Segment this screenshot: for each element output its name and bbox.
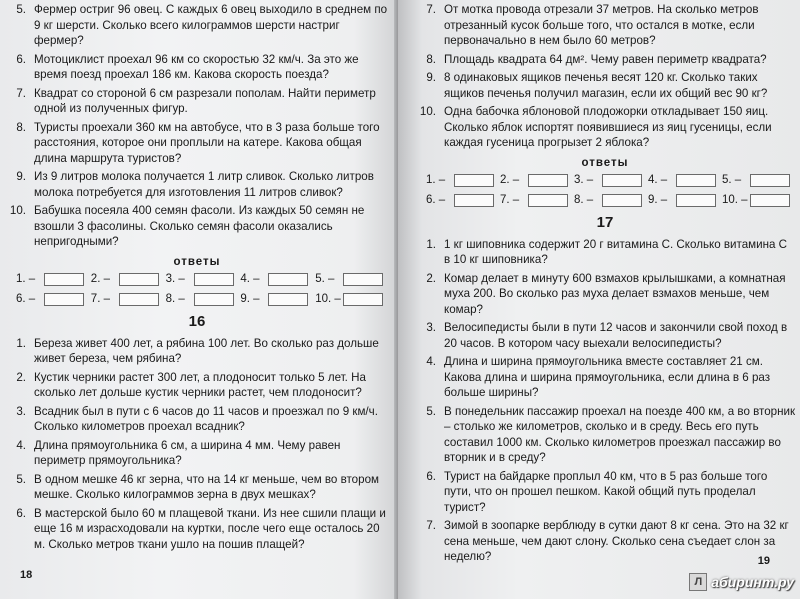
- answer-label: 9. –: [648, 194, 668, 206]
- answer-box[interactable]: [268, 293, 308, 306]
- problem-number: 1.: [16, 336, 26, 350]
- answer-box[interactable]: [268, 273, 308, 286]
- answer-slot: [166, 293, 241, 306]
- problem-text: Бабушка посеяла 400 семян фасоли. Из каждых 50 семян не взошли 3 фасолины. Сколько семян фасоли оказались непригодными?: [34, 204, 365, 248]
- problem-text: Длина и ширина прямоугольника вместе составляет 21 см. Какова длина и ширина прямоугольника, если длина в 6 раз больше ширины?: [444, 355, 771, 399]
- answer-slot: [648, 174, 722, 187]
- answer-label: 5. –: [722, 174, 742, 186]
- problem-text: Береза живет 400 лет, а рябина 100 лет. Во сколько раз дольше живет береза, чем рябина?: [34, 336, 379, 365]
- labirint-logo-icon: Л: [689, 573, 707, 591]
- problem-number: 6.: [16, 506, 26, 520]
- answer-label: 1. –: [426, 174, 446, 186]
- left-answers-row-2: [4, 293, 390, 306]
- answer-slot: [500, 194, 574, 207]
- problem-text: 1 кг шиповника содержит 20 г витамина С. Сколько витамина С в 10 кг шиповника?: [444, 237, 788, 266]
- answer-label: 3. –: [165, 273, 185, 285]
- problem-number: 7.: [426, 3, 436, 16]
- answer-slot: [315, 273, 390, 286]
- answer-box[interactable]: [454, 194, 494, 207]
- answer-label: 10. –: [315, 293, 341, 305]
- problem-item: [414, 271, 796, 318]
- problem-item: [414, 70, 796, 101]
- right-page: [398, 0, 800, 599]
- problem-item: [4, 203, 390, 250]
- problem-text: В понедельник пассажир проехал на поезде 400 км, а во вторник – столько же километров, сколько и в среду. Весь его путь составил 1000 км. Сколько километров проезжал пассажир во вторник и в среду?: [444, 404, 796, 464]
- problem-item: [4, 120, 390, 167]
- answer-slot: [91, 293, 166, 306]
- problem-item: [4, 370, 390, 401]
- problem-text: Из 9 литров молока получается 1 литр сливок. Сколько литров молока потребуется для изготовления 11 литров сливок?: [34, 170, 374, 199]
- problem-item: [4, 169, 390, 200]
- problem-text: 8 одинаковых ящиков печенья весят 120 кг. Сколько таких ящиков печенья получил магазин, если их общий вес 90 кг?: [444, 71, 768, 100]
- answer-slot: [240, 293, 315, 306]
- problem-text: Площадь квадрата 64 дм². Чему равен периметр квадрата?: [444, 52, 767, 66]
- answer-label: 2. –: [90, 273, 110, 285]
- problem-number: 8.: [16, 120, 26, 134]
- problem-item: [4, 2, 390, 49]
- answer-label: 4. –: [648, 174, 668, 186]
- answer-box[interactable]: [676, 194, 716, 207]
- problem-text: Велосипедисты были в пути 12 часов и закончили свой поход в 20 часов. В котором часу выехали велосипедисты?: [444, 321, 788, 350]
- problem-number: 5.: [426, 404, 436, 418]
- problem-text: Зимой в зоопарке верблюду в сутки дают 8 кг сена. Это на 32 кг сена меньше, чем дают слону. Сколько сена съедает слон за неделю?: [444, 519, 789, 563]
- problem-number: 7.: [16, 86, 26, 100]
- problem-text: В мастерской было 60 м плащевой ткани. Из нее сшили плащи и еще 16 м израсходовали на куртки, после чего еще осталось 20 м. Сколько метров ткани ушло на пошив плащей?: [34, 506, 386, 551]
- answer-label: 6. –: [16, 293, 36, 305]
- answer-box[interactable]: [44, 273, 84, 286]
- answer-slot: [722, 174, 796, 187]
- answer-box[interactable]: [194, 293, 234, 306]
- problem-text: Одна бабочка яблоновой плодожорки откладывает 150 яиц. Сколько яблок испортят появившиеся из яиц гусеницы, если каждая гусеница прогрызет 2 яблока?: [444, 105, 772, 149]
- watermark-text: абиринт.ру: [711, 574, 794, 590]
- problem-number: 5.: [16, 472, 26, 486]
- problem-item: [414, 404, 796, 466]
- problem-item: [4, 336, 390, 367]
- problem-number: 7.: [426, 519, 436, 532]
- problem-text: Кустик черники растет 300 лет, а плодоносит только 5 лет. На сколько лет дольше кустик черники растет, чем плодоносит?: [34, 370, 366, 399]
- answer-label: 8. –: [165, 293, 185, 305]
- right-problems-top: [414, 2, 796, 151]
- problem-number: 10.: [419, 105, 436, 118]
- answer-label: 1. –: [16, 273, 36, 285]
- answer-label: 9. –: [240, 293, 260, 305]
- left-answers-row-1: [4, 273, 390, 286]
- problem-number: 6.: [426, 469, 436, 483]
- answer-label: 7. –: [500, 194, 520, 206]
- answer-slot: [240, 273, 315, 286]
- answer-slot: [722, 194, 796, 207]
- problem-text: Длина прямоугольника 6 см, а ширина 4 мм. Чему равен периметр прямоугольника?: [34, 438, 341, 467]
- problem-number: 4.: [16, 438, 26, 452]
- problem-item: [4, 438, 390, 469]
- problem-item: [4, 52, 390, 83]
- problem-text: Фермер остриг 96 овец. С каждых 6 овец выходило в среднем по 9 кг шерсти. Сколько всего килограммов шерсти настриг фермер?: [34, 3, 388, 47]
- right-page-number: 19: [757, 555, 770, 567]
- answer-box[interactable]: [750, 174, 790, 187]
- problem-item: [4, 86, 390, 117]
- problem-item: [4, 506, 390, 553]
- answer-box[interactable]: [343, 293, 383, 306]
- answer-box[interactable]: [528, 194, 568, 207]
- problem-item: [414, 518, 796, 565]
- right-answers-title: ответы: [581, 156, 629, 169]
- right-answers-row-1: [414, 174, 796, 187]
- right-answers-row-2: [414, 194, 796, 207]
- problem-text: Всадник был в пути с 6 часов до 11 часов и проезжал по 9 км/ч. Сколько километров проехал всадник?: [34, 404, 378, 433]
- answer-box[interactable]: [44, 293, 84, 306]
- problem-item: [414, 2, 796, 49]
- problem-item: [414, 104, 796, 151]
- problem-number: 2.: [16, 370, 26, 384]
- answer-slot: [91, 273, 166, 286]
- problem-text: Турист на байдарке проплыл 40 км, что в 5 раз больше того пути, что он прошел пешком. Какой общий путь проделал турист?: [444, 469, 768, 514]
- answer-label: 4. –: [240, 273, 260, 285]
- problem-item: [4, 404, 390, 435]
- answer-label: 2. –: [500, 174, 520, 186]
- answer-box[interactable]: [343, 273, 383, 286]
- answer-box[interactable]: [454, 174, 494, 187]
- problem-text: От мотка провода отрезали 37 метров. На сколько метров отрезанный кусок больше того, что остался в мотке, если первоначально в нем было 60 метров?: [444, 3, 759, 47]
- answer-label: 5. –: [315, 273, 335, 285]
- answer-label: 6. –: [426, 194, 446, 206]
- problem-item: [414, 320, 796, 351]
- answer-slot: [426, 174, 500, 187]
- answer-label: 7. –: [90, 293, 110, 305]
- left-answers-title: ответы: [173, 255, 221, 268]
- answer-slot: [574, 174, 648, 187]
- left-page-number: 18: [20, 569, 33, 581]
- problem-item: [414, 52, 796, 68]
- answer-box[interactable]: [194, 273, 234, 286]
- problem-text: Квадрат со стороной 6 см разрезали пополам. Найти периметр одной из полученных фигур.: [34, 86, 376, 115]
- problem-number: 6.: [16, 52, 26, 66]
- left-problems-top: [4, 2, 390, 250]
- answer-slot: [648, 194, 722, 207]
- answer-slot: [16, 273, 91, 286]
- answer-slot: [315, 293, 390, 306]
- answer-box[interactable]: [676, 174, 716, 187]
- answer-box[interactable]: [602, 174, 642, 187]
- problem-number: 2.: [426, 271, 436, 285]
- problem-text: В одном мешке 46 кг зерна, что на 14 кг меньше, чем во втором мешке. Сколько килограммов зерна в двух мешках?: [34, 472, 379, 501]
- answer-slot: [16, 293, 91, 306]
- answer-box[interactable]: [119, 293, 159, 306]
- labirint-watermark: [689, 573, 794, 591]
- problem-number: 1.: [426, 237, 436, 251]
- problem-text: Комар делает в минуту 600 взмахов крылышками, а комнатная муха 200. Во сколько раз муха делает взмахов меньше, чем комар?: [444, 271, 786, 316]
- problem-text: Туристы проехали 360 км на автобусе, что в 3 раза больше того расстояния, которое они проплыли на катере. Какова общая длина маршрута туристов?: [34, 120, 380, 165]
- answer-slot: [426, 194, 500, 207]
- problem-item: [414, 354, 796, 401]
- problem-number: 3.: [426, 321, 436, 334]
- problem-number: 8.: [426, 52, 436, 66]
- answer-label: 10. –: [722, 194, 748, 206]
- section-16-problems: [4, 336, 390, 553]
- problem-number: 4.: [426, 355, 436, 368]
- answer-label: 3. –: [574, 174, 594, 186]
- problem-item: [4, 472, 390, 503]
- problem-text: Мотоциклист проехал 96 км со скоростью 32 км/ч. За это же время поезд проехал 186 км. Какова скорость поезда?: [34, 52, 359, 81]
- answer-slot: [500, 174, 574, 187]
- problem-number: 9.: [426, 71, 436, 84]
- section-17-title: 17: [596, 213, 614, 231]
- problem-item: [414, 469, 796, 516]
- problem-number: 5.: [16, 3, 26, 16]
- problem-number: 9.: [16, 170, 26, 183]
- answer-slot: [166, 273, 241, 286]
- answer-slot: [574, 194, 648, 207]
- section-17-problems: [414, 237, 796, 565]
- answer-box[interactable]: [750, 194, 790, 207]
- problem-number: 3.: [16, 404, 26, 418]
- problem-item: [414, 237, 796, 268]
- answer-box[interactable]: [602, 194, 642, 207]
- answer-box[interactable]: [528, 174, 568, 187]
- problem-number: 10.: [9, 204, 26, 217]
- answer-box[interactable]: [119, 273, 159, 286]
- section-16-title: 16: [188, 312, 206, 330]
- answer-label: 8. –: [574, 194, 594, 206]
